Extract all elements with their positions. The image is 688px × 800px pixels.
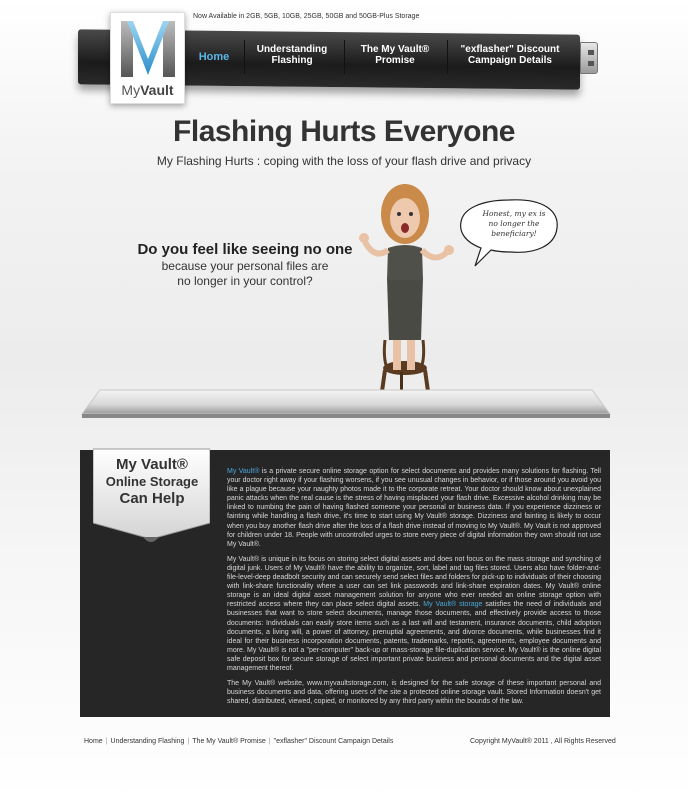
body-paragraph-text: satisfies the need of individuals and businesses that want to store select documents, manage those documents, and effectively provide access to those documents: Individuals can easily store items such as a last will and testament, insurance documents, child adoption documents, a living will, a power of attorney, prenuptial agreements, and divorce documents, while businesses find it ideal for their business incorporation documents, patents, trademarks, reports, agreements, employee documents and more. My Vault® is not a "per-computer" back-up or mass-storage file-duplication service. My Vault® is the online digital safe deposit box for secure storage of select important private business and personal documents and the digital asset management thereof. xyxy=(227,601,601,672)
page-title: Flashing Hurts Everyone xyxy=(173,115,515,148)
callout-line: My Vault® xyxy=(116,456,188,473)
nav-label-line: "exflasher" Discount xyxy=(460,44,560,55)
body-paragraph xyxy=(227,555,601,673)
footer-link-understanding-flashing[interactable]: Understanding Flashing xyxy=(110,738,185,745)
nav-label-line: Flashing xyxy=(271,55,313,66)
woman-on-chair-illustration xyxy=(355,180,465,420)
nav-divider xyxy=(447,40,448,74)
footer-link-exflasher-campaign[interactable]: "exflasher" Discount Campaign Details xyxy=(273,738,394,745)
body-paragraph xyxy=(227,467,601,549)
nav-divider xyxy=(244,40,245,74)
footer-separator: | xyxy=(105,738,108,745)
copyright-text: Copyright MyVault® 2011 , All Rights Reserved xyxy=(470,738,616,745)
availability-banner: Now Available in 2GB, 5GB, 10GB, 25GB, 50GB and 50GB-Plus Storage xyxy=(193,13,420,20)
usb-connector-graphic xyxy=(580,42,598,74)
display-platform xyxy=(80,388,612,420)
body-paragraph-text: is a private secure online storage option for select documents and provides many solutions for flashing. Tell your doctor right away if your flashing worsens, if you see unusual changes in behavior, or if those around you avoid you like a plague because your naughty photos made it to the corporate retreat. Your doctor should know about unexplained panic attacks when the real cause is the stress of having misplaced your flash drive. Excessive alcohol drinking may be linked to numbing the pain of having flashed someone your personal or business data. If you experience dizziness or fainting while handling a flash drive, it's time to start using My Vault® storage. Dizziness and fainting is likely to occur when you buy another flash drive after the loss of a flash drive instead of moving to My Vault®. My Vault is not approved for children under 18. People with uncontrolled urges to store every piece of digital information they own should not use My Vault®. xyxy=(227,468,601,548)
speech-bubble-text: Honest, my ex is no longer the beneficiary! xyxy=(482,209,546,238)
hero-question-heading: Do you feel like seeing no one xyxy=(137,241,353,258)
nav-divider xyxy=(344,40,345,74)
nav-label-line: Understanding xyxy=(256,44,328,55)
page-subtitle: My Flashing Hurts : coping with the loss of your flash drive and privacy xyxy=(156,154,532,168)
callout-text xyxy=(104,456,200,507)
footer-link-home[interactable]: Home xyxy=(84,738,103,745)
nav-my-vault-promise[interactable] xyxy=(350,44,440,66)
nav-label-line: Campaign Details xyxy=(468,55,552,66)
nav-understanding-flashing[interactable] xyxy=(252,44,332,66)
footer-nav xyxy=(84,738,393,745)
nav-exflasher-campaign[interactable] xyxy=(455,44,565,66)
footer-separator: | xyxy=(187,738,190,745)
callout-line: Can Help xyxy=(119,490,185,507)
hero-question-line: because your personal files are xyxy=(161,259,329,273)
hero-question-text xyxy=(120,259,370,289)
hero-question-line: no longer in your control? xyxy=(177,274,313,288)
footer-link-my-vault-promise[interactable]: The My Vault® Promise xyxy=(192,738,266,745)
logo-wordmark: MyVault xyxy=(121,82,174,98)
logo[interactable] xyxy=(110,12,185,104)
nav-label-line: The My Vault® xyxy=(360,44,430,55)
body-paragraph: The My Vault® website, www.myvaultstorage.com, is designed for the safe storage of these important personal and business documents and data, offering users of the site a protected online storage vault. Stored Information doesn't get shared, distributed, viewed, copied, or monitored by any third party within the bounds of the law. xyxy=(227,680,601,706)
body-copy xyxy=(227,467,601,712)
my-vault-storage-link[interactable]: My Vault® storage xyxy=(423,601,483,609)
body-paragraph-text: My Vault® is unique in its focus on storing select digital assets and does not focus on the mass storage and synching of digital junk. Users of My Vault® have the ability to organize, sort, label and tag files stored. Users also have folder-and-file-level-deep deadbolt security and can securely send select files and folders for pick-up to individuals of their choosing with link-share functionality where a user can set link passwords and link-share expiration dates. My Vault® online storage is an ideal digital asset management solution for anyone who ever needed an online storage option with restricted access where they can place select digital assets. xyxy=(227,555,601,609)
callout-line: Online Storage xyxy=(105,474,199,489)
nav-label-line: Promise xyxy=(375,55,415,66)
my-vault-link[interactable]: My Vault® xyxy=(227,468,260,475)
footer-separator: | xyxy=(268,738,271,745)
nav-home[interactable]: Home xyxy=(198,51,230,63)
logo-m-icon xyxy=(119,19,177,79)
